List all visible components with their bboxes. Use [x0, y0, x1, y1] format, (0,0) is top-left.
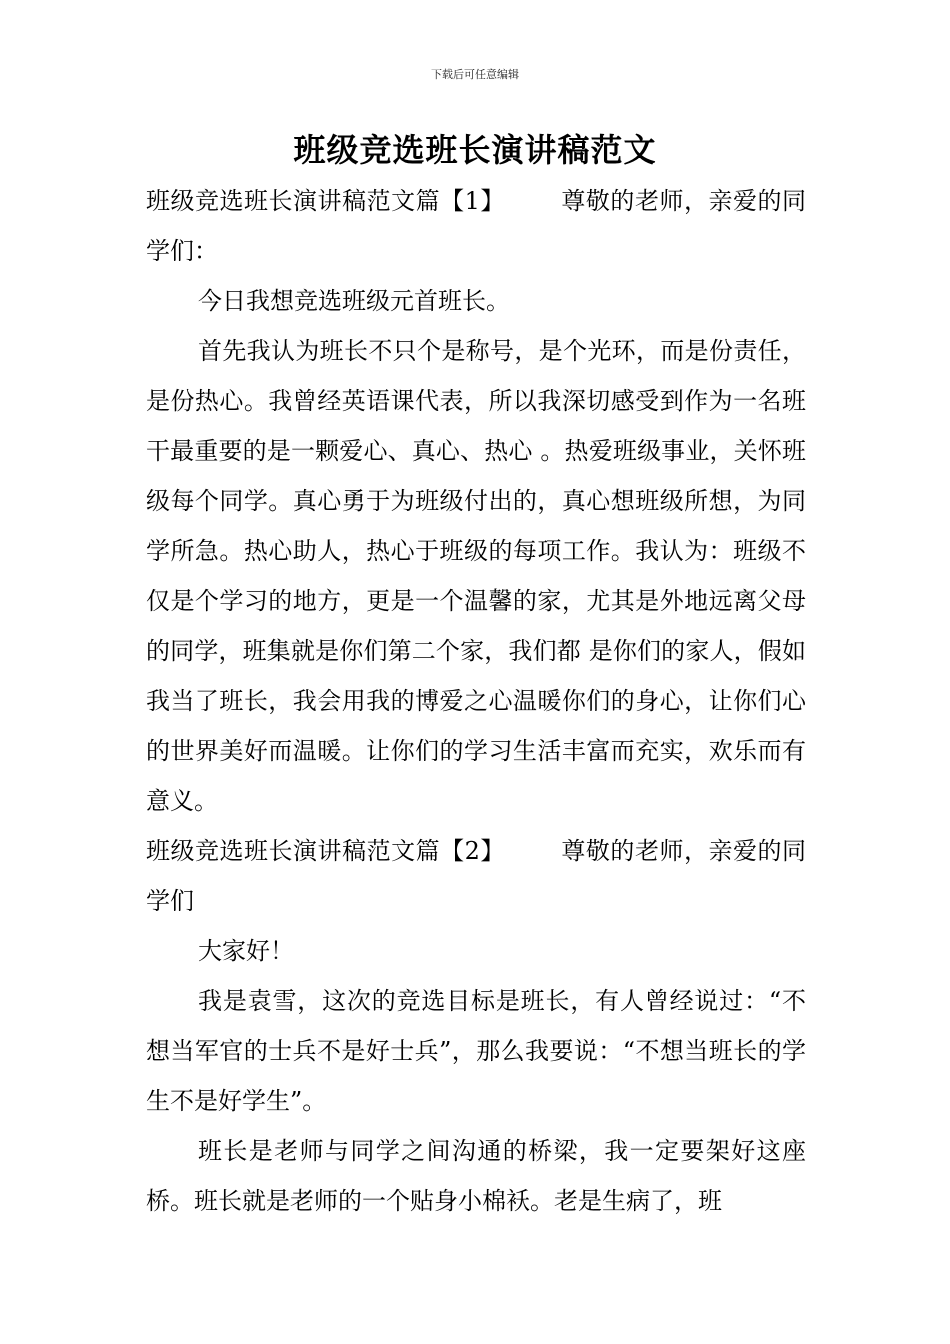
- paragraph: 我是袁雪，这次的竞选目标是班长，有人曾经说过：“不想当军官的士兵不是好士兵”，那么我要说：“不想当班长的学生不是好学生”。: [146, 987, 806, 1115]
- paragraph: 今日我想竞选班级元首班长。: [198, 287, 510, 315]
- document-body: [146, 176, 806, 1226]
- document-title: 班级竞选班长演讲稿范文: [293, 131, 657, 169]
- paragraph: 首先我认为班长不只个是称号，是个光环，而是份责任，是份热心。我曾经英语课代表，所以我深切感受到作为一名班干最重要的是一颗爱心、真心、热心 。热爱班级事业，关怀班级每个同学。真心勇于为班级付出的，真心想班级所想，为同学所急。热心助人，热心于班级的每项工作。我认为：班级不仅是个学习的地方，更是一个温馨的家，尤其是外地远离父母的同学，班集就是你们第二个家，我们都 是你们的家人，假如我当了班长，我会用我的博爱之心温暖你们的身心，让你们心的世界美好而温暖。让你们的学习生活丰富而充实，欢乐而有意义。: [146, 337, 806, 815]
- paragraph: 班长是老师与同学之间沟通的桥梁，我一定要架好这座桥。班长就是老师的一个贴身小棉袄。老是生病了，班: [146, 1137, 806, 1215]
- greeting: 尊敬的老师，亲爱的同学们: [146, 837, 806, 915]
- paragraph: 大家好！: [198, 937, 294, 965]
- page-header-note: 下载后可任意编辑: [431, 68, 519, 81]
- section-heading: 班级竞选班长演讲稿范文篇【1】: [146, 187, 505, 215]
- section-heading-line: [146, 826, 806, 926]
- greeting: 尊敬的老师，亲爱的同学们：: [146, 187, 806, 265]
- section-heading-line: [146, 176, 806, 276]
- section-heading: 班级竞选班长演讲稿范文篇【2】: [146, 837, 505, 865]
